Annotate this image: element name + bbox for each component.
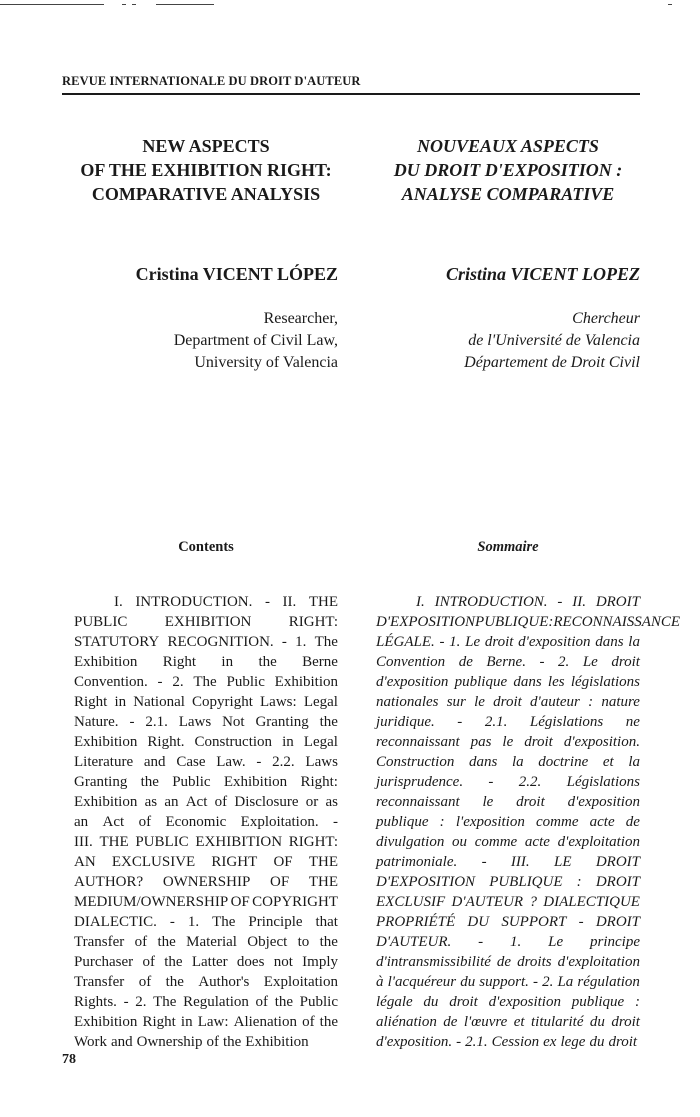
- contents-line: reconnaissant pas le droit d'exposition.: [376, 734, 640, 750]
- contents-line: AUTHOR? OWNERSHIP OF THE: [74, 874, 338, 890]
- contents-line: Transfer of the Material Object to the: [74, 934, 338, 950]
- article-title-fr: [376, 134, 640, 206]
- contents-line: AN EXCLUSIVE RIGHT OF THE: [74, 854, 338, 870]
- contents-line: divulgation ou comme acte d'exploitation: [376, 834, 640, 850]
- contents-line: d'exposition publique dans les législations: [376, 674, 640, 690]
- contents-line: d'exposition. - 2.1. Cession ex lege du droit: [376, 1034, 638, 1050]
- contents-line: Granting the Public Exhibition Right:: [74, 774, 338, 790]
- header-rule: [62, 93, 640, 95]
- contents-line: d'intransmissibilité de droits d'exploitation: [376, 954, 640, 970]
- title-line: COMPARATIVE ANALYSIS: [91, 184, 321, 204]
- contents-line: légale du droit d'exposition publique :: [376, 994, 640, 1010]
- page-number: 78: [62, 1052, 76, 1067]
- contents-line: nationales sur le droit d'auteur : nature: [376, 694, 640, 710]
- affiliation-en: [74, 308, 338, 374]
- contents-line: I. INTRODUCTION. - II. THE: [114, 594, 338, 610]
- author-name-fr: Cristina VICENT LOPEZ: [445, 264, 640, 284]
- contents-line: Exhibition as an Act of Disclosure or as: [74, 794, 338, 810]
- article-title-en: [74, 134, 338, 206]
- contents-line: EXCLUSIF D'AUTEUR ? DIALECTIQUE: [376, 894, 640, 910]
- contents-line: Convention. - 2. The Public Exhibition: [74, 674, 338, 690]
- title-line: NOUVEAUX ASPECTS: [417, 136, 599, 156]
- contents-body-en: [74, 592, 338, 1052]
- contents-line: publique : l'exposition comme acte de: [376, 814, 640, 830]
- contents-line: DIALECTIC. - 1. The Principle that: [74, 914, 338, 930]
- contents-line: Right in National Copyright Laws: Legal: [74, 694, 338, 710]
- contents-line: patrimoniale. - III. LE DROIT: [376, 854, 640, 870]
- contents-line: STATUTORY RECOGNITION. - 1. The: [74, 634, 338, 650]
- running-head: REVUE INTERNATIONALE DU DROIT D'AUTEUR: [62, 74, 361, 88]
- contents-line: Nature. - 2.1. Laws Not Granting the: [74, 714, 338, 730]
- affiliation-line: Chercheur: [572, 310, 640, 327]
- contents-line: D'EXPOSITION PUBLIQUE : RECONNAISSANCE: [376, 614, 681, 630]
- contents-line: PUBLIC EXHIBITION RIGHT:: [74, 614, 338, 630]
- affiliation-line: Département de Droit Civil: [464, 354, 640, 371]
- sommaire-heading: Sommaire: [477, 539, 539, 555]
- scan-artifact: [0, 0, 700, 10]
- contents-line: LÉGALE. - 1. Le droit d'exposition dans la: [376, 634, 640, 650]
- contents-line: an Act of Economic Exploitation. -: [74, 814, 338, 830]
- contents-line: Convention de Berne. - 2. Le droit: [376, 654, 640, 670]
- contents-line: Construction dans la doctrine et la: [376, 754, 640, 770]
- contents-line: Work and Ownership of the Exhibition: [74, 1034, 309, 1050]
- contents-line: Exhibition Right in the Berne: [74, 654, 338, 670]
- contents-line: Exhibition Right. Construction in Legal: [74, 734, 338, 750]
- contents-line: juridique. - 2.1. Législations ne: [376, 714, 640, 730]
- contents-line: D'AUTEUR. - 1. Le principe: [376, 934, 640, 950]
- title-line: OF THE EXHIBITION RIGHT:: [80, 160, 332, 180]
- affiliation-line: Researcher,: [263, 310, 338, 327]
- affiliation-line: University of Valencia: [194, 354, 338, 371]
- contents-line: jurisprudence. - 2.2. Législations: [376, 774, 640, 790]
- contents-line: Rights. - 2. The Regulation of the Public: [74, 994, 338, 1010]
- contents-line: Literature and Case Law. - 2.2. Laws: [74, 754, 338, 770]
- affiliation-line: Department of Civil Law,: [173, 332, 338, 349]
- contents-line: Purchaser of the Latter does not Imply: [74, 954, 338, 970]
- author-name-en: Cristina VICENT LÓPEZ: [135, 264, 338, 284]
- title-line: NEW ASPECTS: [142, 136, 270, 156]
- contents-line: I. INTRODUCTION. - II. DROIT: [416, 594, 640, 610]
- contents-line: à l'acquéreur du support. - 2. La régulation: [376, 974, 640, 990]
- contents-line: reconnaissant le droit d'exposition: [376, 794, 640, 810]
- contents-line: III. THE PUBLIC EXHIBITION RIGHT:: [74, 834, 338, 850]
- contents-line: Transfer of the Author's Exploitation: [74, 974, 338, 990]
- contents-line: MEDIUM/OWNERSHIP OF COPYRIGHT: [74, 894, 338, 910]
- contents-line: aliénation de l'œuvre et titularité du droit: [376, 1014, 640, 1030]
- title-line: DU DROIT D'EXPOSITION :: [393, 160, 623, 180]
- affiliation-fr: [376, 308, 640, 374]
- contents-line: PROPRIÉTÉ DU SUPPORT - DROIT: [376, 914, 640, 930]
- title-line: ANALYSE COMPARATIVE: [401, 184, 615, 204]
- contents-line: Exhibition Right in Law: Alienation of the: [74, 1014, 338, 1030]
- affiliation-line: de l'Université de Valencia: [468, 332, 640, 349]
- contents-line: D'EXPOSITION PUBLIQUE : DROIT: [376, 874, 640, 890]
- contents-heading: Contents: [178, 539, 234, 555]
- contents-body-fr: [376, 592, 681, 1052]
